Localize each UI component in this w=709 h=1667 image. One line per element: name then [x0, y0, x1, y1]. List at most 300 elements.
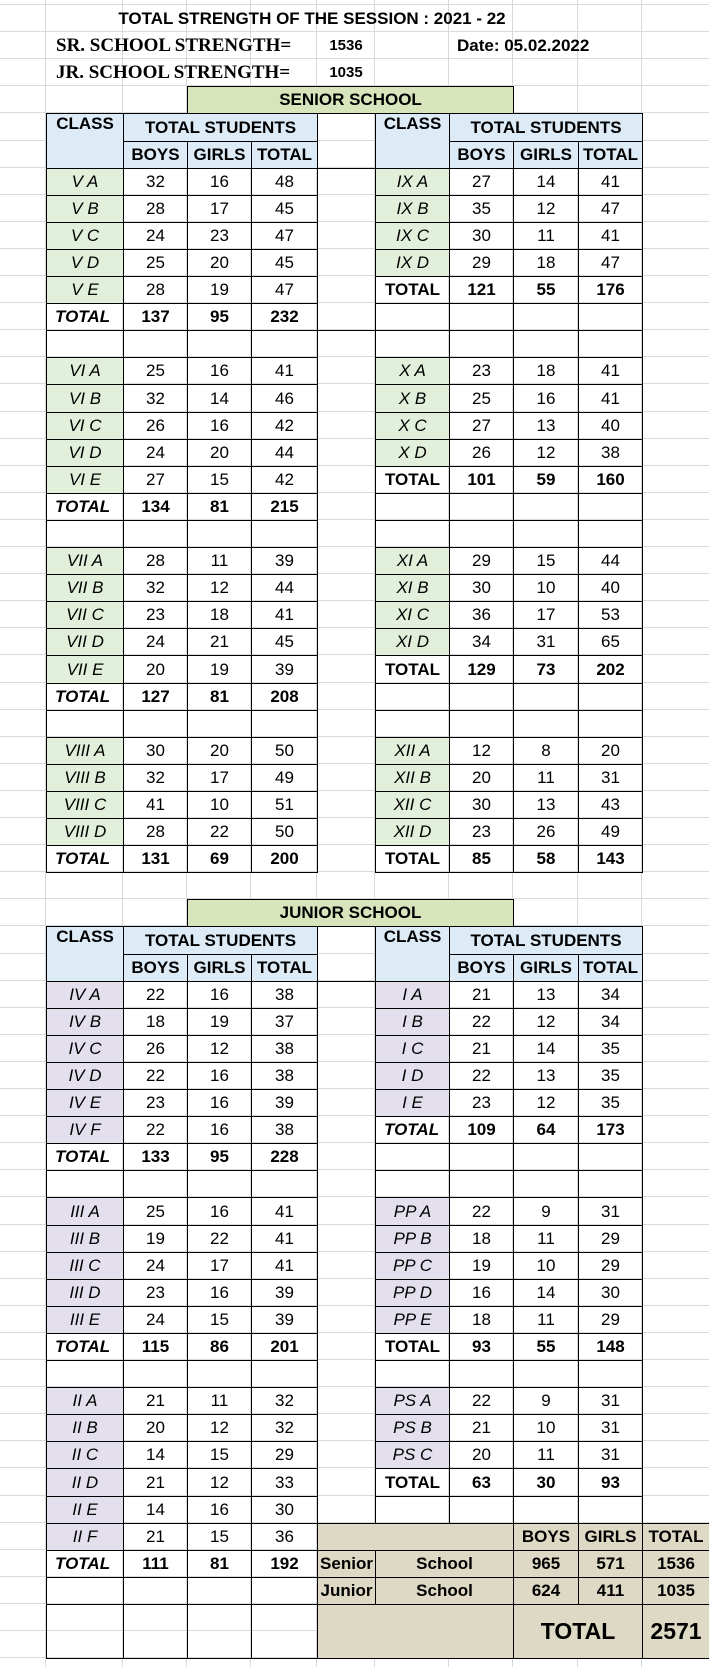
boys-count: 14: [123, 1441, 188, 1469]
total-count: 41: [251, 1197, 318, 1226]
spacer-row: [449, 493, 514, 521]
class-header-left: CLASS: [46, 113, 124, 169]
boys-count: 41: [123, 791, 188, 819]
total-count: 34: [578, 981, 643, 1009]
boys-total: 115: [123, 1333, 188, 1361]
spacer-row: [375, 493, 450, 521]
spacer-row: [578, 330, 643, 358]
total-header-right: TOTAL: [578, 141, 643, 169]
total-count: 44: [251, 574, 318, 602]
boys-count: 24: [123, 1306, 188, 1334]
spacer-row: [449, 1170, 514, 1198]
girls-count: 11: [187, 1387, 252, 1415]
boys-total: 127: [123, 683, 188, 711]
boys-count: 22: [123, 1116, 188, 1144]
girls-count: 16: [187, 981, 252, 1009]
girls-count: 19: [187, 1008, 252, 1036]
boys-total: 129: [449, 655, 514, 684]
spacer-row: [449, 520, 514, 548]
class-name: XII B: [375, 764, 450, 792]
spacer-row: [578, 1360, 643, 1388]
boys-count: 19: [123, 1225, 188, 1253]
total-label: TOTAL: [375, 1468, 450, 1497]
grand-total: 208: [251, 683, 318, 711]
boys-count: 22: [123, 1062, 188, 1090]
total-count: 40: [578, 412, 643, 440]
spacer-row: [375, 520, 450, 548]
class-name: XI C: [375, 601, 450, 629]
spacer-row: [578, 710, 643, 738]
class-name: VIII B: [46, 764, 124, 792]
girls-count: 10: [187, 791, 252, 819]
girls-count: 15: [187, 466, 252, 494]
overall-total-label: TOTAL: [513, 1604, 643, 1659]
girls-header-right: GIRLS: [513, 954, 579, 982]
girls-total: 81: [187, 493, 252, 521]
boys-count: 30: [449, 791, 514, 819]
girls-total: 64: [513, 1116, 579, 1144]
summary-boys-header: BOYS: [513, 1523, 579, 1551]
boys-total: 121: [449, 276, 514, 304]
spacer-row: [449, 1360, 514, 1388]
boys-count: 27: [123, 466, 188, 494]
boys-count: 27: [449, 412, 514, 440]
girls-count: 15: [513, 547, 579, 575]
class-name: PP E: [375, 1306, 450, 1334]
girls-count: 19: [187, 655, 252, 684]
class-name: VIII A: [46, 737, 124, 765]
class-name: IX C: [375, 222, 450, 250]
class-name: PS C: [375, 1441, 450, 1469]
girls-count: 26: [513, 818, 579, 846]
boys-count: 25: [123, 249, 188, 277]
girls-count: 12: [513, 1089, 579, 1117]
boys-total: 85: [449, 845, 514, 873]
boys-count: 12: [449, 737, 514, 765]
girls-header-left: GIRLS: [187, 141, 252, 169]
spacer-row: [187, 520, 252, 548]
boys-count: 23: [449, 818, 514, 846]
total-count: 47: [578, 249, 643, 277]
girls-count: 31: [513, 628, 579, 656]
boys-count: 20: [123, 1414, 188, 1442]
total-count: 33: [251, 1468, 318, 1497]
girls-total: 59: [513, 466, 579, 494]
total-count: 41: [578, 168, 643, 196]
class-name: X C: [375, 412, 450, 440]
girls-total: 73: [513, 655, 579, 684]
total-count: 41: [578, 357, 643, 385]
girls-total: 95: [187, 1143, 252, 1171]
girls-count: 12: [513, 1008, 579, 1036]
girls-count: 11: [513, 222, 579, 250]
total-count: 29: [251, 1441, 318, 1469]
grand-total: 176: [578, 276, 643, 304]
spacer-row: [513, 683, 579, 711]
spacer-row: [513, 1143, 579, 1171]
total-count: 38: [251, 1116, 318, 1144]
overall-total-value: 2571: [642, 1604, 709, 1659]
girls-total: 81: [187, 1550, 252, 1578]
boys-count: 23: [449, 1089, 514, 1117]
boys-count: 32: [123, 574, 188, 602]
spacer-row: [375, 1360, 450, 1388]
class-name: III B: [46, 1225, 124, 1253]
spacer-row: [46, 330, 124, 358]
girls-count: 20: [187, 249, 252, 277]
total-count: 39: [251, 1279, 318, 1307]
spacer-row: [375, 1170, 450, 1198]
girls-count: 10: [513, 1252, 579, 1280]
girls-count: 17: [187, 764, 252, 792]
spacer-row: [578, 683, 643, 711]
class-name: VI A: [46, 357, 124, 385]
total-header-left: TOTAL: [251, 954, 318, 982]
class-name: IV F: [46, 1116, 124, 1144]
junior-boys: 624: [513, 1577, 579, 1605]
class-name: XI A: [375, 547, 450, 575]
class-name: II E: [46, 1496, 124, 1524]
boys-count: 24: [123, 439, 188, 467]
class-name: IV D: [46, 1062, 124, 1090]
junior-label: Junior: [317, 1577, 376, 1605]
total-count: 38: [578, 439, 643, 467]
boys-count: 16: [449, 1279, 514, 1307]
spacer-row: [578, 1170, 643, 1198]
spacer-row: [46, 710, 124, 738]
boys-count: 32: [123, 384, 188, 413]
boys-total: 101: [449, 466, 514, 494]
class-name: II A: [46, 1387, 124, 1415]
boys-count: 30: [449, 574, 514, 602]
total-count: 30: [578, 1279, 643, 1307]
total-count: 44: [578, 547, 643, 575]
spacer-row: [187, 1360, 252, 1388]
boys-count: 34: [449, 628, 514, 656]
boys-count: 24: [123, 222, 188, 250]
class-name: III E: [46, 1306, 124, 1334]
junior-school-title: JUNIOR SCHOOL: [187, 899, 514, 927]
total-count: 29: [578, 1306, 643, 1334]
total-students-header-right: TOTAL STUDENTS: [449, 926, 643, 955]
boys-count: 26: [123, 412, 188, 440]
spacer-row: [578, 520, 643, 548]
total-header-right: TOTAL: [578, 954, 643, 982]
class-name: PP C: [375, 1252, 450, 1280]
spacer-row: [46, 1577, 124, 1605]
boys-total: 134: [123, 493, 188, 521]
boys-count: 23: [123, 601, 188, 629]
sr-strength-label: SR. SCHOOL STRENGTH=: [56, 34, 292, 56]
total-count: 40: [578, 574, 643, 602]
girls-count: 11: [513, 1225, 579, 1253]
class-name: III C: [46, 1252, 124, 1280]
class-name: VII C: [46, 601, 124, 629]
total-count: 50: [251, 737, 318, 765]
total-count: 47: [578, 195, 643, 223]
spacer-row: [123, 710, 188, 738]
boys-count: 28: [123, 276, 188, 304]
spacer-row: [513, 1496, 579, 1524]
girls-count: 11: [513, 1306, 579, 1334]
girls-count: 16: [187, 1197, 252, 1226]
girls-count: 16: [513, 384, 579, 413]
girls-total: 69: [187, 845, 252, 873]
girls-total: 55: [513, 276, 579, 304]
class-name: VI B: [46, 384, 124, 413]
girls-count: 22: [187, 1225, 252, 1253]
total-count: 45: [251, 195, 318, 223]
spacer-row: [187, 710, 252, 738]
boys-count: 29: [449, 547, 514, 575]
total-count: 29: [578, 1252, 643, 1280]
spacer-row: [187, 1604, 252, 1659]
girls-count: 9: [513, 1387, 579, 1415]
total-count: 41: [578, 222, 643, 250]
grand-total: 93: [578, 1468, 643, 1497]
total-label: TOTAL: [46, 1143, 124, 1171]
spacer-row: [449, 1496, 514, 1524]
girls-count: 19: [187, 276, 252, 304]
boys-count: 24: [123, 1252, 188, 1280]
girls-count: 17: [187, 195, 252, 223]
total-count: 29: [578, 1225, 643, 1253]
total-count: 48: [251, 168, 318, 196]
total-count: 30: [251, 1496, 318, 1524]
class-name: I B: [375, 1008, 450, 1036]
total-count: 35: [578, 1035, 643, 1063]
class-name: IV E: [46, 1089, 124, 1117]
senior-label: Senior: [317, 1550, 376, 1578]
boys-count: 21: [449, 981, 514, 1009]
total-count: 42: [251, 466, 318, 494]
spacer-row: [578, 1496, 643, 1524]
girls-count: 12: [187, 1468, 252, 1497]
boys-count: 25: [123, 357, 188, 385]
total-label: TOTAL: [375, 1116, 450, 1144]
girls-count: 13: [513, 412, 579, 440]
senior-school-label: School: [375, 1550, 514, 1578]
total-count: 41: [251, 1252, 318, 1280]
spacer-row: [251, 330, 318, 358]
total-count: 49: [578, 818, 643, 846]
boys-count: 23: [449, 357, 514, 385]
boys-count: 32: [123, 764, 188, 792]
total-count: 47: [251, 222, 318, 250]
class-name: II D: [46, 1468, 124, 1497]
girls-count: 11: [187, 547, 252, 575]
class-name: X D: [375, 439, 450, 467]
boys-count: 27: [449, 168, 514, 196]
girls-count: 18: [187, 601, 252, 629]
date-label: Date: 05.02.2022: [457, 35, 590, 55]
total-label: TOTAL: [375, 1333, 450, 1361]
summary-blank: [317, 1604, 514, 1659]
girls-count: 18: [513, 249, 579, 277]
class-name: V B: [46, 195, 124, 223]
boys-total: 63: [449, 1468, 514, 1497]
boys-count: 21: [449, 1414, 514, 1442]
girls-total: 30: [513, 1468, 579, 1497]
total-students-header-left: TOTAL STUDENTS: [123, 926, 318, 955]
grand-total: 202: [578, 655, 643, 684]
boys-count: 21: [123, 1468, 188, 1497]
boys-count: 32: [123, 168, 188, 196]
class-name: PP A: [375, 1197, 450, 1226]
girls-count: 21: [187, 628, 252, 656]
summary-total-header: TOTAL: [642, 1523, 709, 1551]
class-name: VI C: [46, 412, 124, 440]
spacer-row: [123, 1170, 188, 1198]
total-label: TOTAL: [375, 845, 450, 873]
total-label: TOTAL: [46, 1333, 124, 1361]
class-name: V D: [46, 249, 124, 277]
jr-strength-value: 1035: [329, 64, 363, 81]
total-count: 38: [251, 1062, 318, 1090]
spacer-row: [123, 1604, 188, 1659]
boys-count: 26: [449, 439, 514, 467]
total-students-header-left: TOTAL STUDENTS: [123, 113, 318, 142]
boys-count: 21: [123, 1523, 188, 1551]
class-name: PS A: [375, 1387, 450, 1415]
boys-count: 19: [449, 1252, 514, 1280]
total-header-left: TOTAL: [251, 141, 318, 169]
class-name: VII B: [46, 574, 124, 602]
spacer-row: [513, 1170, 579, 1198]
class-name: PS B: [375, 1414, 450, 1442]
class-name: III D: [46, 1279, 124, 1307]
total-count: 35: [578, 1062, 643, 1090]
spacer-row: [513, 710, 579, 738]
spacer-row: [187, 330, 252, 358]
spacer-row: [123, 330, 188, 358]
spacer-row: [251, 1170, 318, 1198]
class-name: XII D: [375, 818, 450, 846]
total-count: 39: [251, 1306, 318, 1334]
spacer-row: [375, 1143, 450, 1171]
girls-total: 55: [513, 1333, 579, 1361]
boys-count: 25: [449, 384, 514, 413]
class-name: II B: [46, 1414, 124, 1442]
boys-count: 24: [123, 628, 188, 656]
total-count: 41: [251, 1225, 318, 1253]
total-count: 65: [578, 628, 643, 656]
boys-count: 35: [449, 195, 514, 223]
boys-count: 28: [123, 195, 188, 223]
spacer-row: [375, 330, 450, 358]
spacer-row: [187, 1170, 252, 1198]
girls-count: 10: [513, 574, 579, 602]
spacer-row: [513, 493, 579, 521]
class-name: X B: [375, 384, 450, 413]
total-count: 20: [578, 737, 643, 765]
total-count: 32: [251, 1387, 318, 1415]
girls-count: 16: [187, 412, 252, 440]
boys-count: 21: [123, 1387, 188, 1415]
boys-count: 20: [123, 655, 188, 684]
senior-total: 1536: [642, 1550, 709, 1578]
total-label: TOTAL: [46, 845, 124, 873]
girls-count: 20: [187, 439, 252, 467]
spacer-cell: [317, 113, 376, 169]
spacer-row: [578, 493, 643, 521]
girls-count: 11: [513, 764, 579, 792]
boys-count: 21: [449, 1035, 514, 1063]
boys-header-left: BOYS: [123, 954, 188, 982]
grand-total: 232: [251, 303, 318, 331]
class-name: X A: [375, 357, 450, 385]
grand-total: 192: [251, 1550, 318, 1578]
total-label: TOTAL: [46, 1550, 124, 1578]
class-name: VII D: [46, 628, 124, 656]
boys-header-right: BOYS: [449, 141, 514, 169]
total-count: 31: [578, 764, 643, 792]
jr-strength-label: JR. SCHOOL STRENGTH=: [56, 61, 291, 83]
spacer-row: [251, 1360, 318, 1388]
girls-total: 58: [513, 845, 579, 873]
total-count: 50: [251, 818, 318, 846]
girls-count: 13: [513, 1062, 579, 1090]
boys-count: 20: [449, 1441, 514, 1469]
boys-total: 111: [123, 1550, 188, 1578]
boys-count: 23: [123, 1279, 188, 1307]
girls-count: 14: [187, 384, 252, 413]
girls-count: 10: [513, 1414, 579, 1442]
total-count: 49: [251, 764, 318, 792]
class-name: IV B: [46, 1008, 124, 1036]
total-count: 47: [251, 276, 318, 304]
total-count: 32: [251, 1414, 318, 1442]
summary-blank: [317, 1523, 514, 1551]
boys-total: 93: [449, 1333, 514, 1361]
total-count: 34: [578, 1008, 643, 1036]
class-name: I E: [375, 1089, 450, 1117]
boys-count: 18: [449, 1306, 514, 1334]
boys-count: 30: [123, 737, 188, 765]
girls-count: 15: [187, 1306, 252, 1334]
class-name: V A: [46, 168, 124, 196]
spacer-row: [46, 1360, 124, 1388]
class-name: VII E: [46, 655, 124, 684]
grand-total: 200: [251, 845, 318, 873]
spacer-row: [449, 330, 514, 358]
girls-count: 14: [513, 1279, 579, 1307]
boys-total: 131: [123, 845, 188, 873]
class-name: VIII C: [46, 791, 124, 819]
boys-header-left: BOYS: [123, 141, 188, 169]
class-name: XII A: [375, 737, 450, 765]
class-name: IX D: [375, 249, 450, 277]
boys-count: 18: [123, 1008, 188, 1036]
class-name: IX B: [375, 195, 450, 223]
girls-count: 16: [187, 168, 252, 196]
total-students-header-right: TOTAL STUDENTS: [449, 113, 643, 142]
girls-header-right: GIRLS: [513, 141, 579, 169]
class-name: VI E: [46, 466, 124, 494]
boys-count: 22: [449, 1008, 514, 1036]
class-name: I D: [375, 1062, 450, 1090]
class-name: IV C: [46, 1035, 124, 1063]
senior-boys: 965: [513, 1550, 579, 1578]
total-count: 31: [578, 1441, 643, 1469]
total-label: TOTAL: [375, 655, 450, 684]
total-count: 46: [251, 384, 318, 413]
girls-count: 15: [187, 1523, 252, 1551]
boys-count: 22: [449, 1062, 514, 1090]
spacer-row: [375, 683, 450, 711]
girls-count: 12: [187, 1035, 252, 1063]
spacer-row: [123, 1577, 188, 1605]
